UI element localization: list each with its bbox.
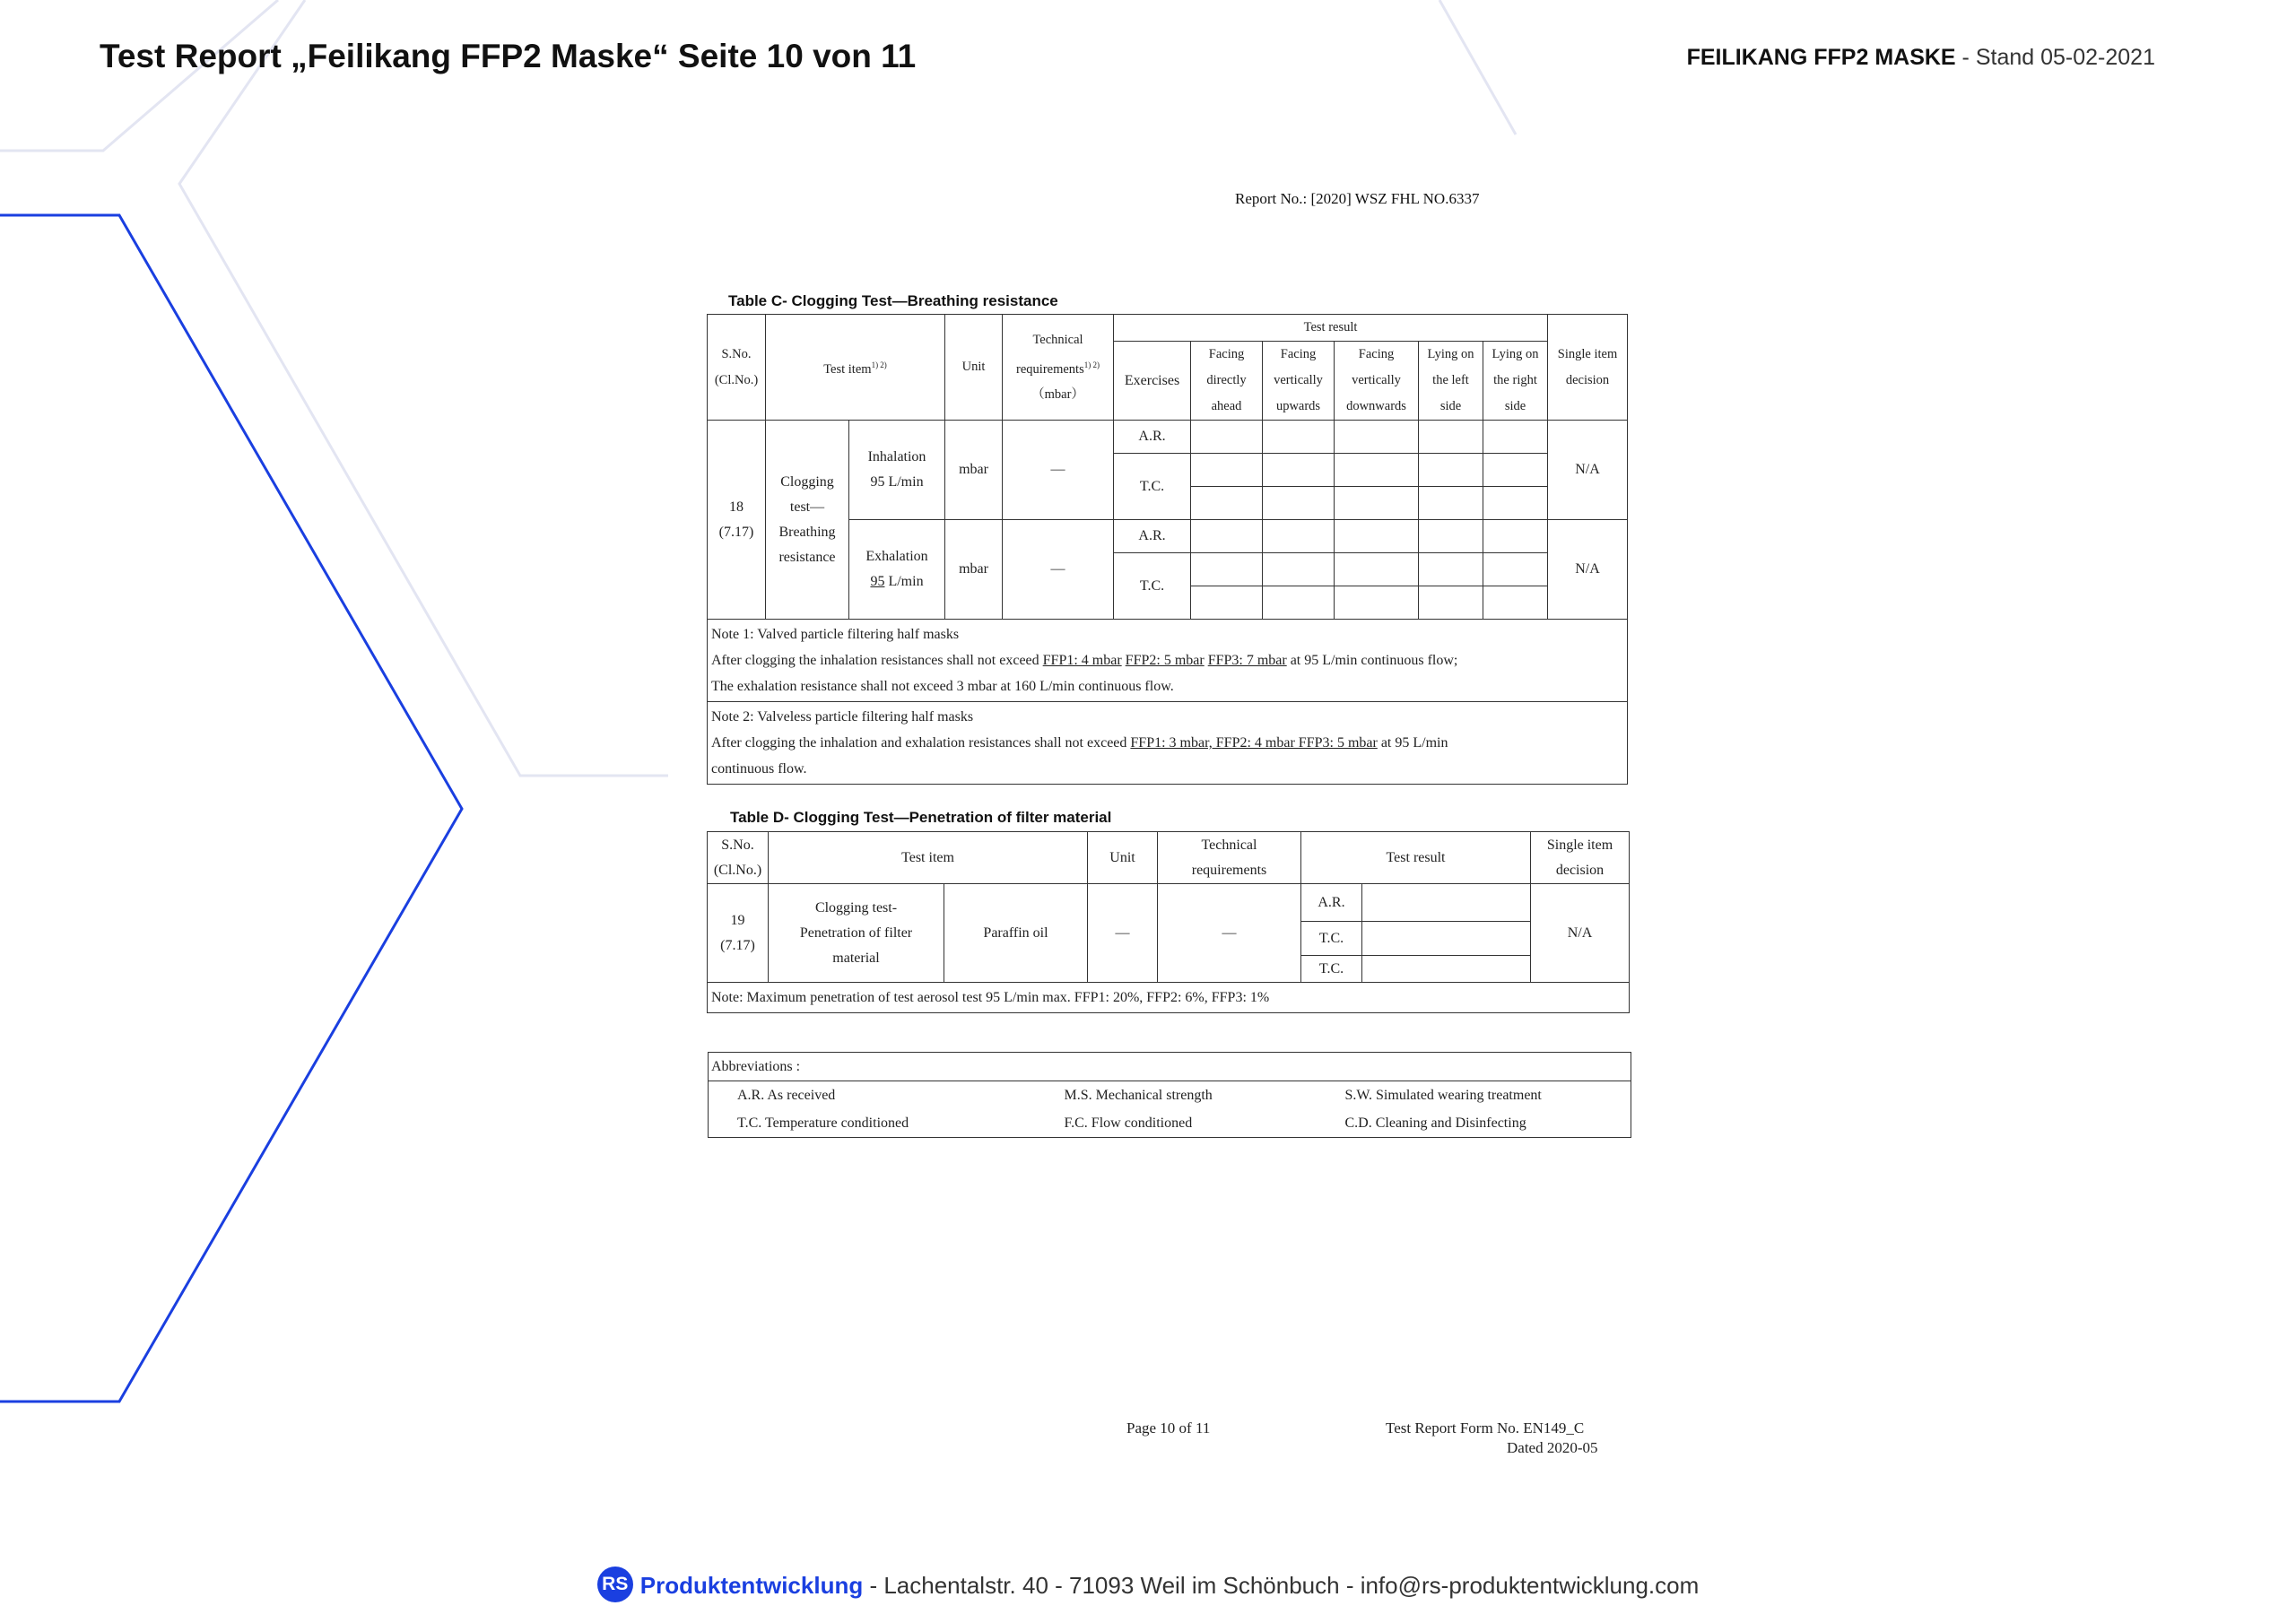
result-cell — [1483, 553, 1548, 586]
table-d-row-test-item: Clogging test- Penetration of filter material — [769, 884, 944, 983]
table-c-caption: Table C- Clogging Test—Breathing resistance — [728, 292, 1058, 309]
footer-brand: Produktentwicklung — [639, 1571, 864, 1599]
abbreviations-col-3: S.W. Simulated wearing treatment C.D. Cleaning and Disinfecting — [1324, 1081, 1631, 1138]
table-d-caption: Table D- Clogging Test—Penetration of filter material — [730, 809, 1112, 826]
result-cell — [1263, 586, 1335, 620]
table-d-header-single-item-decision: Single item decision — [1531, 832, 1630, 884]
table-d-row-medium: Paraffin oil — [944, 884, 1088, 983]
table-c-header-lying-right: Lying on the right side — [1483, 342, 1548, 421]
table-c-header-test-item: Test item$^{1) 2)}$ — [766, 315, 945, 421]
result-cell — [1483, 520, 1548, 553]
header-date: Stand 05-02-2021 — [1975, 45, 2155, 70]
table-c-exhalation-tc: T.C. — [1114, 553, 1191, 620]
table-d-row-technical: — — [1158, 884, 1301, 983]
result-cell — [1483, 454, 1548, 487]
table-c-header-unit: Unit — [945, 315, 1003, 421]
result-cell — [1362, 956, 1531, 983]
abbreviations-table — [708, 1052, 1631, 1138]
table-c-header-facing-upwards: Facing vertically upwards — [1263, 342, 1335, 421]
table-c-inhalation-tc: T.C. — [1114, 454, 1191, 520]
result-cell — [1419, 487, 1483, 520]
result-cell — [1335, 553, 1419, 586]
result-cell — [1263, 487, 1335, 520]
header-separator: - — [1955, 45, 1976, 70]
table-d-penetration — [707, 831, 1630, 1013]
table-c-inhalation-requirement: — — [1003, 421, 1114, 520]
table-d-row-unit: — — [1088, 884, 1158, 983]
table-d-header-technical: Technical requirements — [1158, 832, 1301, 884]
table-c-inhalation-unit: mbar — [945, 421, 1003, 520]
result-cell — [1335, 421, 1419, 454]
table-d-header-test-result: Test result — [1301, 832, 1531, 884]
table-d-row-sno: 19 (7.17) — [708, 884, 769, 983]
table-c-header-sno: S.No. (Cl.No.) — [708, 315, 766, 421]
rs-logo-icon: RS — [597, 1567, 633, 1602]
table-c-header-lying-left: Lying on the left side — [1419, 342, 1483, 421]
result-cell — [1419, 586, 1483, 620]
result-cell — [1263, 421, 1335, 454]
table-d-row-decision: N/A — [1531, 884, 1630, 983]
header-document-info — [1687, 45, 2155, 71]
result-cell — [1191, 520, 1263, 553]
table-d-header-unit: Unit — [1088, 832, 1158, 884]
result-cell — [1191, 553, 1263, 586]
result-cell — [1419, 421, 1483, 454]
doc-page-number: Page 10 of 11 — [1126, 1419, 1211, 1436]
table-c-inhalation-decision: N/A — [1548, 421, 1628, 520]
table-c-breathing-resistance — [707, 314, 1628, 785]
result-cell — [1362, 884, 1531, 922]
result-cell — [1335, 586, 1419, 620]
result-cell — [1335, 454, 1419, 487]
table-d-note: Note: Maximum penetration of test aerosol test 95 L/min max. FFP1: 20%, FFP2: 6%, FFP3: 1% — [708, 983, 1630, 1013]
table-c-inhalation: Inhalation 95 L/min — [849, 421, 945, 520]
table-c-inhalation-ar: A.R. — [1114, 421, 1191, 454]
table-c-exhalation-decision: N/A — [1548, 520, 1628, 620]
result-cell — [1191, 487, 1263, 520]
footer-address: - Lachentalstr. 40 - 71093 Weil im Schönbuch - info@rs-produktentwicklung.com — [863, 1571, 1700, 1599]
table-d-row-ar: A.R. — [1301, 884, 1362, 922]
abbreviations-title: Abbreviations : — [709, 1053, 1631, 1081]
result-cell — [1419, 454, 1483, 487]
table-c-exhalation: Exhalation 95 L/min — [849, 520, 945, 620]
table-c-exhalation-requirement: — — [1003, 520, 1114, 620]
result-cell — [1263, 553, 1335, 586]
report-number: Report No.: [2020] WSZ FHL NO.6337 — [1235, 190, 1480, 207]
table-c-note-2: Note 2: Valveless particle filtering half masks After clogging the inhalation and exhalation resistances shall not exceed FFP1: 3 mbar, FFP2: 4 mbar FFP3: 5 mbar at 95 L/min continuous flow. — [708, 702, 1628, 785]
table-c-note-1: Note 1: Valved particle filtering half masks After clogging the inhalation resistances shall not exceed FFP1: 4 mbar FFP2: 5 mbar FFP3: 7 mbar at 95 L/min continuous flow; The exhalation resistance shall not exceed 3 mbar at 160 L/min continuous flow. — [708, 620, 1628, 702]
header-brand: FEILIKANG FFP2 MASKE — [1686, 45, 1956, 70]
table-c-header-technical-requirements: Technical requirements$^{1) 2)}$ （mbar） — [1003, 315, 1114, 421]
table-c-row-sno: 18 (7.17) — [708, 421, 766, 620]
table-c-header-exercises: Exercises — [1114, 342, 1191, 421]
page-title: Test Report „Feilikang FFP2 Maske“ Seite 10 von 11 — [100, 38, 917, 74]
result-cell — [1483, 421, 1548, 454]
table-c-header-facing-directly-ahead: Facing directly ahead — [1191, 342, 1263, 421]
table-c-header-test-result: Test result — [1114, 315, 1548, 342]
table-d-row-tc-2: T.C. — [1301, 956, 1362, 983]
doc-dated: Dated 2020-05 — [1507, 1439, 1598, 1456]
page-footer — [0, 1569, 2296, 1605]
table-c-header-facing-downwards: Facing vertically downwards — [1335, 342, 1419, 421]
result-cell — [1419, 520, 1483, 553]
result-cell — [1191, 454, 1263, 487]
result-cell — [1335, 520, 1419, 553]
result-cell — [1335, 487, 1419, 520]
result-cell — [1263, 454, 1335, 487]
table-d-header-test-item: Test item — [769, 832, 1088, 884]
table-d-row-tc: T.C. — [1301, 922, 1362, 956]
result-cell — [1191, 421, 1263, 454]
result-cell — [1483, 586, 1548, 620]
result-cell — [1362, 922, 1531, 956]
table-d-header-sno: S.No. (Cl.No.) — [708, 832, 769, 884]
abbreviations-col-1: A.R. As received T.C. Temperature conditioned — [709, 1081, 1043, 1138]
table-c-exhalation-unit: mbar — [945, 520, 1003, 620]
table-c-row-test-item: Clogging test— Breathing resistance — [766, 421, 849, 620]
table-c-exhalation-ar: A.R. — [1114, 520, 1191, 553]
doc-form-number: Test Report Form No. EN149_C — [1386, 1419, 1585, 1436]
result-cell — [1263, 520, 1335, 553]
abbreviations-col-2: M.S. Mechanical strength F.C. Flow conditioned — [1043, 1081, 1324, 1138]
result-cell — [1419, 553, 1483, 586]
result-cell — [1483, 487, 1548, 520]
table-c-header-single-item-decision: Single item decision — [1548, 315, 1628, 421]
result-cell — [1191, 586, 1263, 620]
